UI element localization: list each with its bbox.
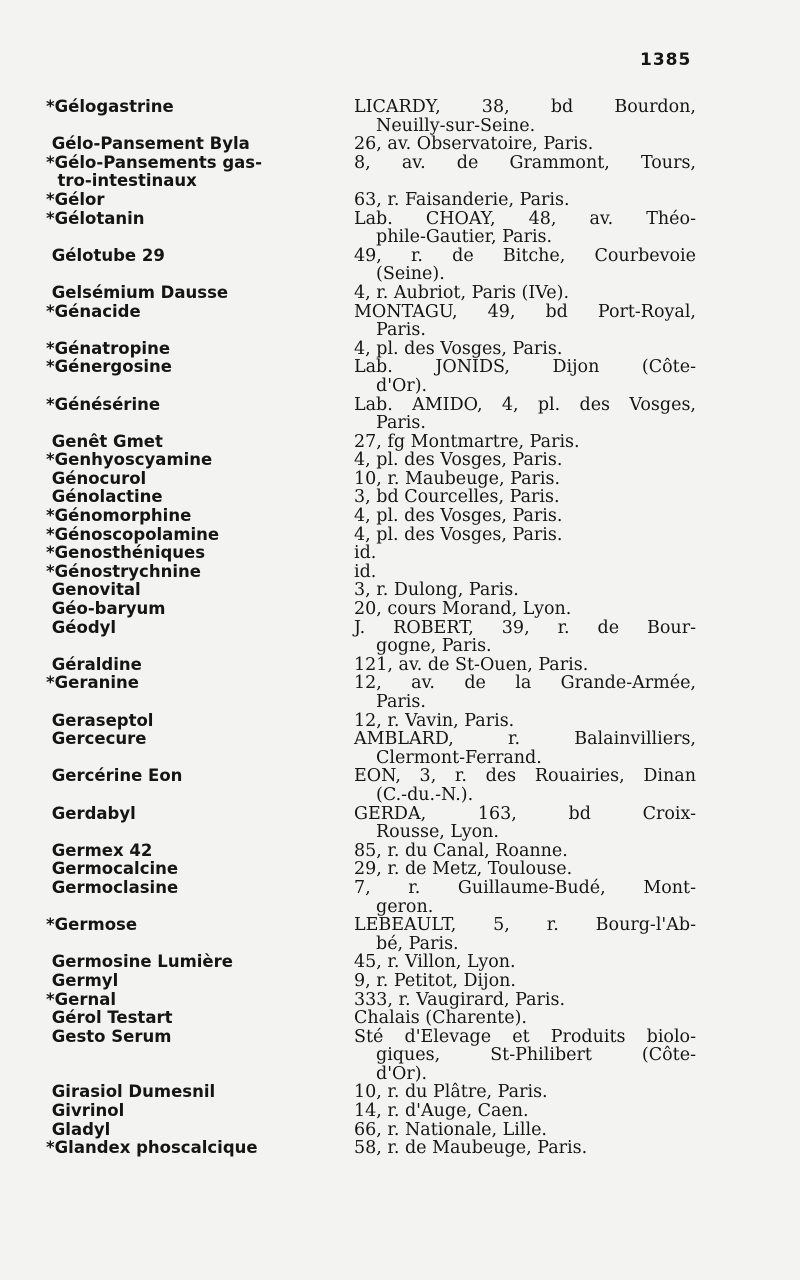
product-name: Girasiol Dumesnil [46,1082,216,1102]
address-line: 27, fg Montmartre, Paris. [354,431,580,452]
product-name: Gladyl [46,1119,111,1139]
product-name: Génocurol [46,468,147,488]
entry-row [46,135,696,154]
page-number: 1385 [640,50,692,70]
product-name: Germocalcine [46,859,179,879]
address-line: 4, pl. des Vosges, Paris. [354,450,563,471]
product-name: Gérol Testart [46,1008,173,1028]
address-line: 333, r. Vaugirard, Paris. [354,989,566,1010]
address-line: 20, cours Morand, Lyon. [354,599,572,620]
address-line: 9, r. Petitot, Dijon. [354,970,516,991]
product-name: Gercecure [46,729,147,749]
address-line: 29, r. de Metz, Toulouse. [354,859,573,880]
product-address [354,972,696,991]
address-line: 12, r. Vavin, Paris. [354,710,515,731]
product-name: Germosine Lumière [46,952,233,972]
product-address [354,284,696,303]
entry-row [46,488,696,507]
address-line: 14, r. d'Auge, Caen. [354,1101,529,1122]
address-line: 85, r. du Canal, Roanne. [354,840,568,861]
product-address [354,1009,696,1028]
address-line: (C.-du.-N.). [376,784,474,805]
entry-row [46,674,696,711]
entry-row [46,991,696,1010]
product-address [354,916,696,953]
entry-row [46,433,696,452]
product-address [354,451,696,470]
product-address [354,674,696,711]
entry-row [46,972,696,991]
product-address [354,600,696,619]
entry-row [46,396,696,433]
address-line: MONTAGU, 49, bd Port-Royal, [354,301,696,322]
address-line: EON, 3, r. des Rouairies, Dinan [354,766,696,787]
entry-row [46,916,696,953]
product-name: *Gélor [46,189,105,209]
product-name: *Glandex phoscalcique [46,1138,258,1158]
entry-row [46,98,696,135]
product-address [354,860,696,879]
product-address [354,544,696,563]
product-name: Génolactine [46,487,163,507]
entry-row [46,284,696,303]
address-line: (Seine). [376,264,445,285]
product-address [354,563,696,582]
address-line: Paris. [376,320,426,341]
product-name: Germoclasine [46,877,179,897]
product-address [354,470,696,489]
product-name: *Gernal [46,989,117,1009]
product-address [354,507,696,526]
address-line: LICARDY, 38, bd Bourdon, [354,97,696,117]
product-address [354,358,696,395]
product-name: *Gélotanin [46,208,145,228]
product-name: *Germose [46,915,138,935]
product-name: *Genhyoscyamine [46,450,213,470]
address-line: 7, r. Guillaume-Budé, Mont- [354,877,696,898]
address-line: 10, r. du Plâtre, Paris. [354,1082,548,1103]
product-name: Gélotube 29 [46,245,165,265]
entry-row [46,730,696,767]
address-line: 58, r. de Maubeuge, Paris. [354,1138,588,1159]
address-line: bé, Paris. [376,933,459,954]
product-address [354,154,696,191]
address-line: GERDA, 163, bd Croix- [354,803,696,824]
entry-row [46,526,696,545]
entry-row [46,805,696,842]
product-address [354,953,696,972]
product-name: *Genosthéniques [46,543,206,563]
entry-row [46,1102,696,1121]
product-address [354,656,696,675]
address-line: 4, pl. des Vosges, Paris. [354,338,563,359]
address-line: Chalais (Charente). [354,1008,527,1029]
product-address [354,191,696,210]
entry-row [46,1083,696,1102]
product-name: Géodyl [46,617,117,637]
entry-row [46,842,696,861]
product-address [354,526,696,545]
product-name: Gelsémium Dausse [46,282,229,302]
address-line: 26, av. Observatoire, Paris. [354,134,594,155]
product-name: *Gélo-Pansements gas- tro-intestinaux [46,152,262,191]
product-name: *Gélogastrine [46,97,174,116]
product-name: *Génergosine [46,357,172,377]
product-address [354,767,696,804]
product-name: Gercérine Eon [46,766,183,786]
product-name: Gesto Serum [46,1026,172,1046]
entry-row [46,191,696,210]
address-line: id. [354,543,377,564]
entry-row [46,860,696,879]
entry-row [46,600,696,619]
product-name: *Génomorphine [46,506,192,526]
entry-row [46,712,696,731]
address-line: AMBLARD, r. Balainvilliers, [354,729,696,750]
address-line [354,172,696,191]
product-address [354,303,696,340]
address-line: geron. [376,896,434,917]
product-address [354,98,696,135]
address-line: 3, r. Dulong, Paris. [354,580,519,601]
entries-list [46,98,696,1158]
address-line: Lab. CHOAY, 48, av. Théo- [354,208,696,229]
address-line: Lab. AMIDO, 4, pl. des Vosges, [354,394,696,415]
product-address [354,210,696,247]
product-name: *Geranine [46,673,139,693]
entry-row [46,879,696,916]
entry-row [46,247,696,284]
entry-row [46,358,696,395]
address-line: Paris. [376,692,426,712]
product-name: Germex 42 [46,840,153,860]
product-name: Germyl [46,970,119,990]
product-name: *Génésérine [46,394,161,414]
address-line: Sté d'Elevage et Produits biolo- [354,1026,696,1047]
address-line: 49, r. de Bitche, Courbevoie [354,245,696,266]
address-line: giques, St-Philibert (Côte- [376,1045,696,1066]
entry-row [46,507,696,526]
product-name: Givrinol [46,1101,125,1121]
entry-row [46,1121,696,1140]
product-address [354,340,696,359]
address-line: Rousse, Lyon. [376,822,499,843]
address-line: gogne, Paris. [376,636,492,657]
product-name: *Génostrychnine [46,561,201,581]
product-address [354,1121,696,1140]
entry-row [46,210,696,247]
address-line: Paris. [376,413,426,434]
product-name: Geraseptol [46,710,154,730]
product-address [354,619,696,656]
address-line: 66, r. Nationale, Lille. [354,1119,547,1140]
product-name: *Génacide [46,301,141,321]
entry-row [46,451,696,470]
product-name: Géraldine [46,654,142,674]
entry-row [46,470,696,489]
address-line: 8, av. de Grammont, Tours, [354,152,696,173]
product-address [354,581,696,600]
entry-row [46,581,696,600]
entry-row [46,767,696,804]
entry-row [46,1009,696,1028]
address-line: 63, r. Faisanderie, Paris. [354,189,570,210]
entry-row [46,953,696,972]
address-line: d'Or). [376,1063,428,1084]
address-line: 3, bd Courcelles, Paris. [354,487,560,508]
entry-row [46,544,696,563]
product-name: Gerdabyl [46,803,136,823]
address-line: 10, r. Maubeuge, Paris. [354,468,561,489]
product-address [354,488,696,507]
address-line: 12, av. de la Grande-Armée, [354,673,696,694]
product-address [354,1083,696,1102]
product-address [354,712,696,731]
product-address [354,396,696,433]
entry-row [46,340,696,359]
address-line: Clermont-Ferrand. [376,747,542,768]
product-address [354,805,696,842]
product-address [354,730,696,767]
product-address [354,1028,696,1084]
entry-row [46,303,696,340]
product-address [354,433,696,452]
entry-row [46,154,696,191]
address-line: Neuilly-sur-Seine. [376,115,536,136]
address-line: id. [354,561,377,582]
entry-row [46,563,696,582]
product-address [354,879,696,916]
entry-row [46,656,696,675]
entry-row [46,1139,696,1158]
address-line: J. ROBERT, 39, r. de Bour- [354,617,696,638]
entry-row [46,619,696,656]
address-line: 4, pl. des Vosges, Paris. [354,524,563,545]
product-address [354,842,696,861]
entry-row [46,1028,696,1084]
address-line: 4, pl. des Vosges, Paris. [354,506,563,527]
address-line: 121, av. de St-Ouen, Paris. [354,654,589,675]
address-line: LEBEAULT, 5, r. Bourg-l'Ab- [354,915,696,936]
address-line: 4, r. Aubriot, Paris (IVe). [354,282,570,303]
product-name: *Génatropine [46,338,171,358]
address-line: d'Or). [376,375,428,396]
product-address [354,247,696,284]
product-address [354,1139,696,1158]
product-name: Gélo-Pansement Byla [46,134,250,154]
address-line: phile-Gautier, Paris. [376,227,553,248]
product-name: Géo-baryum [46,599,166,619]
product-name: *Génoscopolamine [46,524,220,544]
address-line: Lab. JONIDS, Dijon (Côte- [354,357,696,378]
product-address [354,991,696,1010]
product-address [354,135,696,154]
address-line: 45, r. Villon, Lyon. [354,952,516,973]
product-name: Genêt Gmet [46,431,163,451]
product-name: Genovital [46,580,141,600]
product-address [354,1102,696,1121]
